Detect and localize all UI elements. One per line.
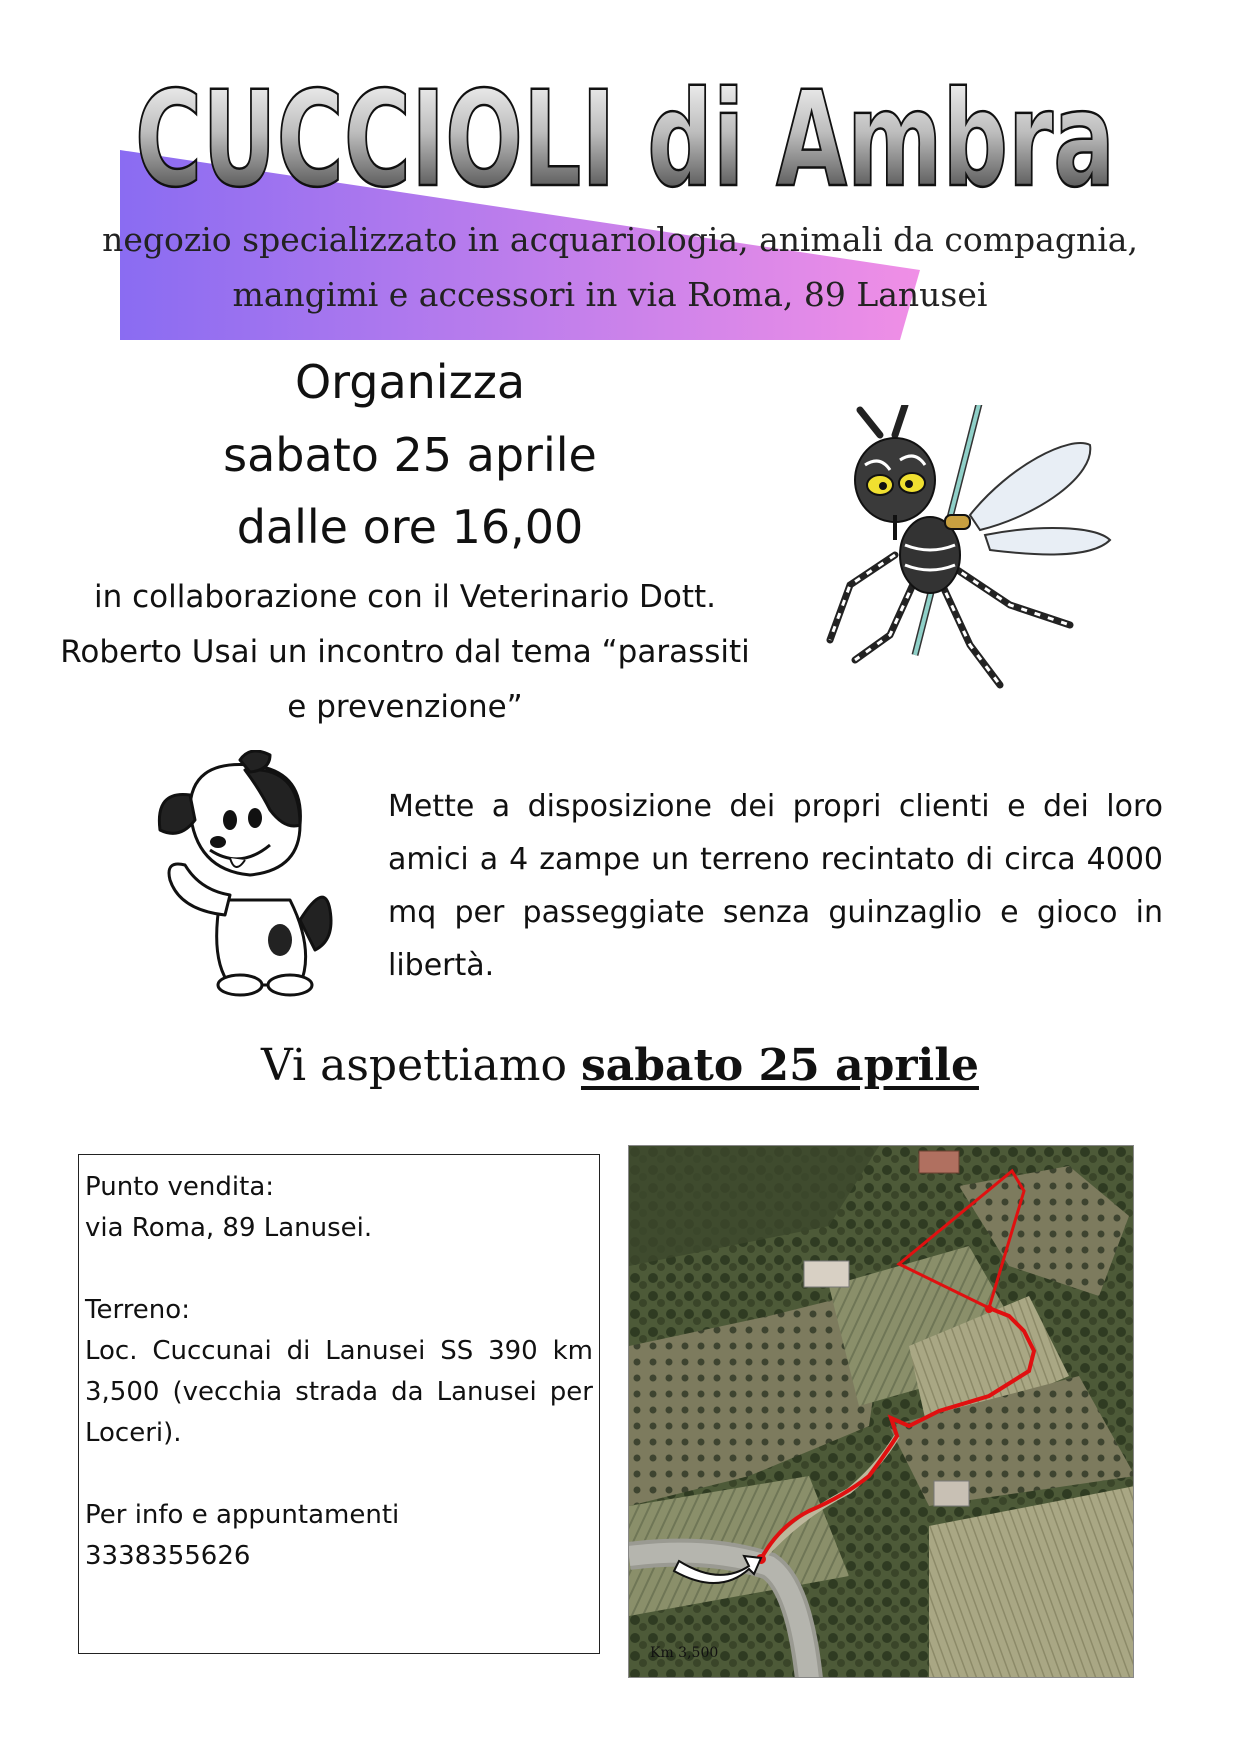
aerial-map — [628, 1145, 1134, 1678]
event-time: dalle ore 16,00 — [236, 500, 584, 554]
event-organizza: Organizza — [294, 355, 526, 409]
contact-label: Per info e appuntamenti — [85, 1500, 400, 1530]
map-km-label: Km 3,500 — [650, 1645, 719, 1661]
puppy-cartoon-icon — [150, 750, 350, 1000]
invite-date: sabato 25 aprile — [580, 1040, 979, 1091]
shop-section — [85, 1167, 593, 1249]
land-section — [85, 1290, 593, 1454]
invite-prefix: Vi aspettiamo — [261, 1040, 581, 1091]
event-date: sabato 25 aprile — [223, 428, 597, 482]
mosquito-cartoon-icon — [820, 405, 1120, 695]
page-title-text: CUCCIOLI di Ambra — [135, 63, 1115, 217]
subtitle-line-1: negozio specializzato in acquariologia, animali da compagnia, — [102, 220, 1138, 259]
field-marker — [985, 1305, 993, 1313]
land-address: Loc. Cuccunai di Lanusei SS 390 km 3,500 (vecchia strada da Lanusei per Loceri). — [85, 1336, 593, 1448]
info-box — [78, 1154, 600, 1654]
event-description: in collaborazione con il Veterinario Dott. Roberto Usai un incontro dal tema “parassiti e prevenzione” — [60, 579, 750, 725]
subtitle-line-2: mangimi e accessori in via Roma, 89 Lanusei — [232, 275, 988, 314]
offer-paragraph: Mette a disposizione dei propri clienti e dei loro amici a 4 zampe un terreno recintato di circa 4000 mq per passeggiate senza guinzaglio e gioco in libertà. — [388, 789, 1163, 983]
contact-section — [85, 1495, 593, 1577]
invite-line — [0, 1040, 1240, 1091]
land-label: Terreno: — [85, 1295, 190, 1325]
contact-phone: 3338355626 — [85, 1541, 251, 1571]
page-title — [135, 60, 1135, 220]
shop-label: Punto vendita: — [85, 1172, 275, 1202]
shop-address: via Roma, 89 Lanusei. — [85, 1213, 373, 1243]
